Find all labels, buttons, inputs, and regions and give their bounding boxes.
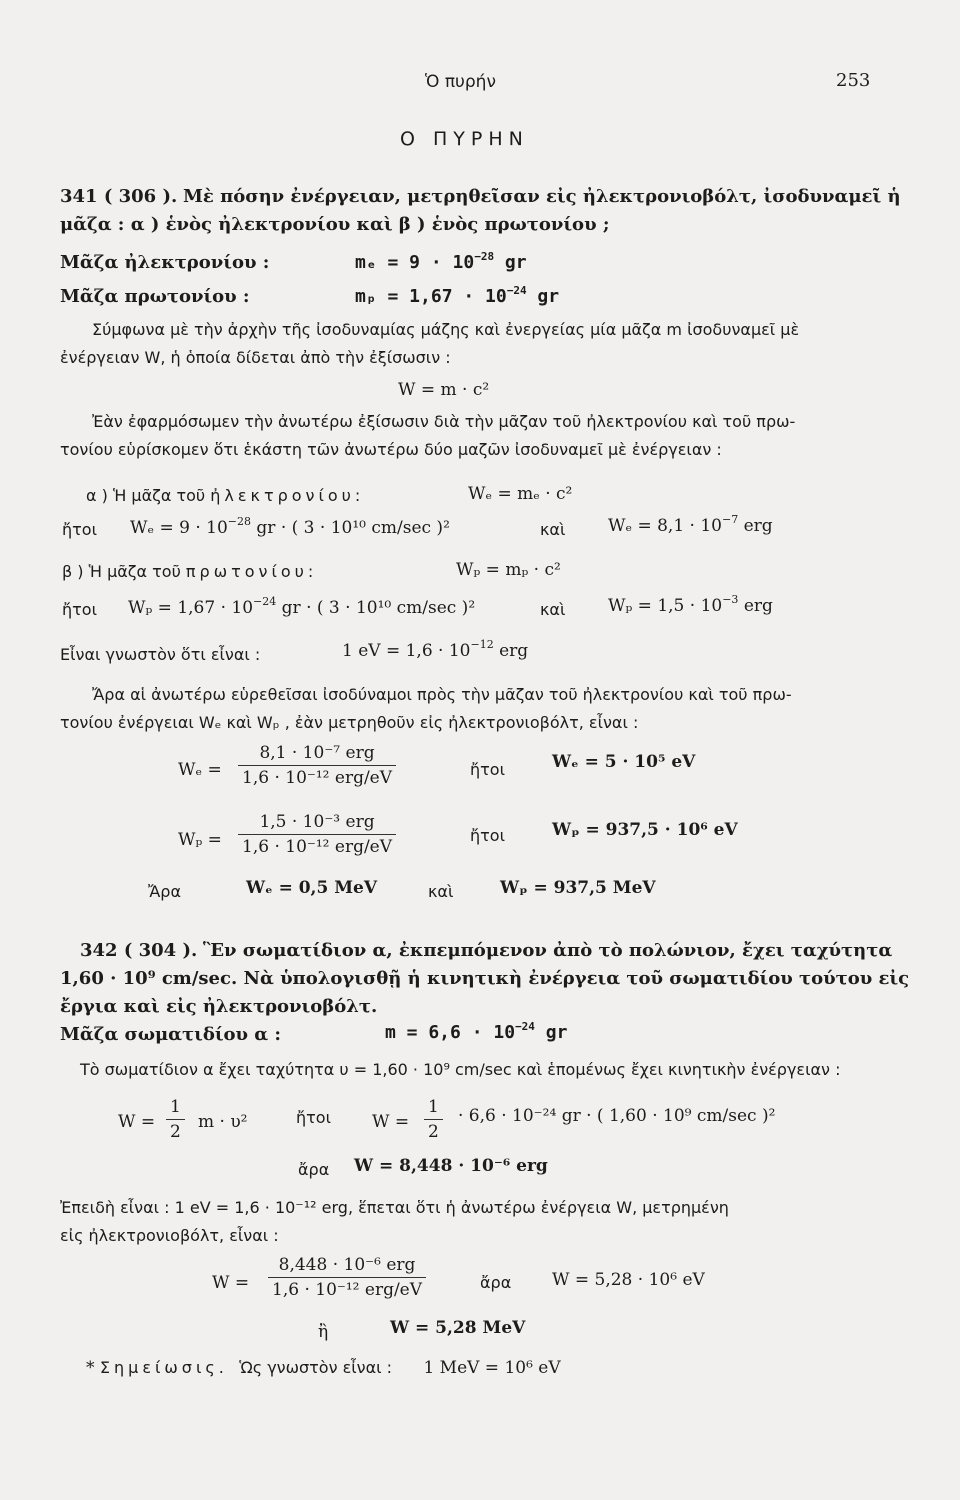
alpha-mass-value: $m = 6,6 \cdot 10^{-24}$ gr <box>385 1020 568 1043</box>
electron-energy-result: $W_e = 8,1 \cdot 10^{-7}$ erg <box>608 513 773 536</box>
footnote-star: * <box>86 1358 95 1378</box>
running-title: Ὁ πυρήν <box>425 72 496 92</box>
fraction-half: $\frac{1}{2}$ <box>424 1097 443 1142</box>
part-b-label: β ) Ἡ μᾶζα τοῦ πρωτονίου: <box>62 562 318 581</box>
itoi-label: ἤτοι <box>470 826 505 845</box>
and-label: καὶ <box>540 600 566 619</box>
kinetic-energy-result: W = 8,448 · 10⁻⁶ erg <box>354 1156 548 1176</box>
fraction-half: $\frac{1}{2}$ <box>166 1097 185 1142</box>
label-alpha-mass: Μᾶζα σωματιδίου α : <box>60 1024 282 1045</box>
fraction-lhs: W = <box>212 1273 250 1293</box>
kinetic-energy-formula: m · υ² <box>198 1112 248 1132</box>
energy-mev-result: W = 5,28 MeV <box>390 1318 526 1338</box>
ara-label: Ἄρα <box>148 882 182 901</box>
and-label: καὶ <box>428 882 454 901</box>
kinetic-energy-lhs: W = <box>118 1112 156 1132</box>
problem-341-statement <box>60 186 901 207</box>
text-line: εἰς ἠλεκτρονιοβόλτ, εἶναι : <box>60 1226 279 1245</box>
itoi-label: ἤτοι <box>62 520 97 539</box>
electron-ev-result: Wₑ = 5 · 10⁵ eV <box>552 752 696 772</box>
fraction-proton: 1,5 · 10⁻³ erg 1,6 · 10⁻¹² erg/eV <box>238 812 396 857</box>
energy-ev-result: W = 5,28 · 10⁶ eV <box>552 1270 705 1290</box>
kinetic-energy-lhs: W = <box>372 1112 410 1132</box>
electron-energy-calc: $W_e = 9 \cdot 10^{-28}$ gr · ( 3 · 10¹⁰ cm/sec )² <box>130 515 450 538</box>
and-label: καὶ <box>540 520 566 539</box>
footnote-equation: 1 MeV = 10⁶ eV <box>423 1358 561 1378</box>
proton-mev-result: Wₚ = 937,5 MeV <box>500 878 656 898</box>
kinetic-energy-calc: · 6,6 · 10⁻²⁴ gr · ( 1,60 · 10⁹ cm/sec )² <box>458 1106 776 1126</box>
footnote <box>86 1358 561 1378</box>
question-line: Ἓν σωματίδιον α, ἐκπεμπόμενον ἀπὸ τὸ πολώνιον, ἔχει ταχύτητα <box>202 940 893 961</box>
text-line: Ἐπειδὴ εἶναι : 1 eV = 1,6 · 10⁻¹² erg, ἕπεται ὅτι ἡ ἀνωτέρω ἐνέργεια W, μετρημένη <box>60 1198 729 1217</box>
itoi-label: ἤτοι <box>470 760 505 779</box>
proton-mass-value: $m_p = 1,67 \cdot 10^{-24}$ gr <box>355 284 560 307</box>
text-line: Ἐὰν ἐφαρμόσωμεν τὴν ἀνωτέρω ἐξίσωσιν διὰ τὴν μᾶζαν τοῦ ἠλεκτρονίου καὶ τοῦ πρω- <box>92 412 796 431</box>
itoi-label: ἤτοι <box>62 600 97 619</box>
text-line: τονίου εὑρίσκομεν ὅτι ἑκάστη τῶν ἀνωτέρω δύο μαζῶν ἰσοδυναμεῖ μὲ ἐνέργειαν : <box>60 440 722 459</box>
question-line: μᾶζα : α ) ἑνὸς ἠλεκτρονίου καὶ β ) ἑνὸς πρωτονίου ; <box>60 214 610 235</box>
text-line: τονίου ἐνέργειαι Wₑ καὶ Wₚ , ἐὰν μετρηθοῦν εἰς ἠλεκτρονιοβόλτ, εἶναι : <box>60 713 639 732</box>
fraction-ev-conversion: 8,448 · 10⁻⁶ erg 1,6 · 10⁻¹² erg/eV <box>268 1255 426 1300</box>
footnote-label: Σημείωσις. <box>99 1358 228 1377</box>
electron-mev-result: Wₑ = 0,5 MeV <box>246 878 378 898</box>
part-a-label: α ) Ἡ μᾶζα τοῦ ἠλεκτρονίου: <box>86 486 365 505</box>
proton-ev-result: Wₚ = 937,5 · 10⁶ eV <box>552 820 738 840</box>
question-line: ἔργια καὶ εἰς ἠλεκτρονιοβόλτ. <box>60 996 378 1017</box>
page-number: 253 <box>836 70 871 91</box>
problem-342-statement <box>80 940 892 961</box>
chapter-title: Ο ΠΥΡΗΝ <box>400 128 529 150</box>
footnote-text: Ὡς γνωστὸν εἶναι : <box>239 1358 393 1377</box>
question-line: Μὲ πόσην ἐνέργειαν, μετρηθεῖσαν εἰς ἠλεκτρονιοβόλτ, ἰσοδυναμεῖ ἡ <box>182 186 901 207</box>
label-electron-mass: Μᾶζα ἠλεκτρονίου : <box>60 252 270 273</box>
text-line: Σύμφωνα μὲ τὴν ἀρχὴν τῆς ἰσοδυναμίας μάζης καὶ ἐνεργείας μία μᾶζα m ἰσοδυναμεῖ μὲ <box>92 320 800 339</box>
itoi-label: ἤτοι <box>296 1108 331 1127</box>
electron-mass-value: $m_e = 9 \cdot 10^{-28}$ gr <box>355 250 527 273</box>
fraction-electron: 8,1 · 10⁻⁷ erg 1,6 · 10⁻¹² erg/eV <box>238 743 396 788</box>
part-b-equation: Wₚ = mₚ · c² <box>456 560 561 580</box>
text-line: Ἄρα αἱ ἀνωτέρω εὑρεθεῖσαι ἰσοδύναμοι πρὸς τὴν μᾶζαν τοῦ ἠλεκτρονίου καὶ τοῦ πρω- <box>92 685 792 704</box>
text-line: Εἶναι γνωστὸν ὅτι εἶναι : <box>60 645 261 664</box>
ara-label: ἄρα <box>298 1160 330 1179</box>
ara-label: ἄρα <box>480 1273 512 1292</box>
part-a-equation: Wₑ = mₑ · c² <box>468 484 573 504</box>
text-line: ἐνέργειαν W, ἡ ὁποία δίδεται ἀπὸ τὴν ἐξίσωσιν : <box>60 348 451 367</box>
problem-number: 342 ( 304 ). <box>80 940 198 961</box>
question-line: 1,60 · 10⁹ cm/sec. Νὰ ὑπολογισθῇ ἡ κινητικὴ ἐνέργεια τοῦ σωματιδίου τούτου εἰς <box>60 968 910 989</box>
fraction-lhs: Wₚ = <box>178 830 222 850</box>
proton-energy-calc: $W_p = 1,67 \cdot 10^{-24}$ gr · ( 3 · 10¹⁰ cm/sec )² <box>128 595 476 618</box>
problem-number: 341 ( 306 ). <box>60 186 178 207</box>
proton-energy-result: $W_p = 1,5 \cdot 10^{-3}$ erg <box>608 593 773 616</box>
fraction-lhs: Wₑ = <box>178 760 222 780</box>
equation-mass-energy: W = m · c² <box>398 380 490 400</box>
ev-definition: 1 eV = $1,6 \cdot 10^{-12}$ erg <box>342 638 529 661</box>
or-label: ἢ <box>318 1322 329 1342</box>
label-proton-mass: Μᾶζα πρωτονίου : <box>60 286 250 307</box>
text-line: Τὸ σωματίδιον α ἔχει ταχύτητα υ = 1,60 · 10⁹ cm/sec καὶ ἑπομένως ἔχει κινητικὴν ἐνέργειαν : <box>80 1060 841 1079</box>
